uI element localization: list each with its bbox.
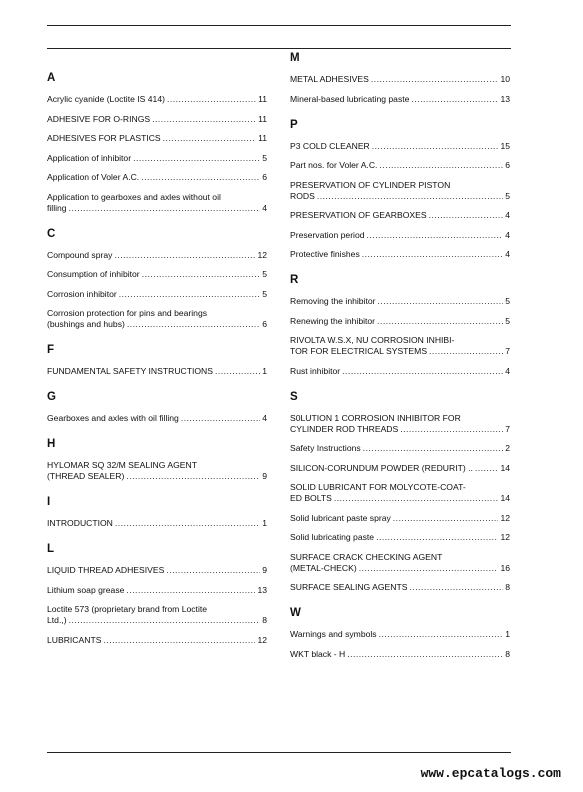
entry-line [290,141,510,152]
page-number: 4 [505,365,510,376]
leader-dots [334,493,499,504]
entry-text: SILICON-CORUNDUM POWDER (REDURIT) .. [290,462,473,473]
index-section [290,391,510,594]
entry-text-line1: RIVOLTA W.S.X, NU CORROSION INHIBI- [290,335,455,345]
index-entry[interactable] [47,250,267,261]
page-number: 4 [262,202,267,213]
page-number: 6 [505,160,510,170]
page-number: 12 [500,512,510,523]
entry-line [47,203,267,214]
leader-dots [379,160,503,171]
index-entry[interactable] [290,335,510,357]
index-entry[interactable] [47,172,267,183]
entry-line [47,635,267,646]
index-entry[interactable] [290,160,510,171]
entry-text: Consumption of inhibitor [47,269,140,279]
leader-dots [115,518,260,529]
index-entry[interactable] [47,153,267,164]
top-rule [47,25,511,26]
index-entry[interactable] [290,649,510,660]
leader-dots [152,114,256,125]
index-entry[interactable] [47,114,267,125]
index-section [290,274,510,377]
index-section [47,228,267,331]
page-number: 14 [500,462,510,473]
leader-dots [126,585,255,596]
entry-text: Solid lubricating paste [290,532,375,542]
entry-line [290,424,510,435]
entry-text: Safety Instructions [290,443,361,453]
leader-dots [363,443,504,454]
entry-text: RODS [290,190,315,201]
leader-dots [371,74,499,85]
leader-dots [167,94,256,105]
page-number: 8 [262,615,267,625]
index-entry[interactable] [290,230,510,241]
entry-text: TOR FOR ELECTRICAL SYSTEMS [290,346,428,356]
page-number: 5 [505,190,510,201]
section-letter: I [47,496,51,508]
page-number: 13 [257,584,267,595]
section-letter: A [47,72,56,84]
entry-line [47,250,267,261]
leader-dots [409,582,503,593]
entry-line [290,296,510,307]
entry-line [290,443,510,454]
entry-line [290,513,510,524]
index-entry[interactable] [47,192,267,214]
entry-text: Renewing the inhibitor [290,315,376,326]
entry-text: (METAL-CHECK) [290,562,357,573]
index-section [290,119,510,261]
entry-line [47,289,267,300]
entry-line [290,74,510,85]
page-number: 9 [262,471,267,481]
entry-text: Warnings and symbols [290,629,377,639]
entry-text: Application of Voler A.C. [47,172,140,182]
index-entry[interactable] [290,249,510,260]
section-letter: P [290,118,298,131]
entry-text-line1: SURFACE CRACK CHECKING AGENT [290,551,443,562]
entry-text-line1: HYLOMAR SQ 32/M SEALING AGENT [47,460,197,470]
section-letter: L [47,543,55,555]
leader-dots [411,94,498,105]
page-number: 1 [262,366,267,376]
index-entry[interactable] [47,518,267,529]
section-letter: R [290,274,299,286]
index-entry[interactable] [47,289,267,300]
page-number: 5 [262,288,267,299]
entry-line [47,153,267,164]
page-number: 6 [262,172,267,182]
index-entry[interactable] [47,635,267,646]
entry-text: filling [47,202,67,213]
entry-text: Mineral-based lubricating paste [290,93,410,104]
entry-line [290,563,510,574]
entry-line [47,114,267,125]
index-section [47,543,267,646]
entry-text: Corrosion inhibitor [47,288,117,299]
entry-text-line1: Corrosion protection for pins and bearings [47,308,208,318]
index-entry[interactable] [47,413,267,424]
leader-dots [359,563,499,574]
entry-text: (THREAD SEALER) [47,471,125,481]
leader-dots [69,203,261,214]
entry-line [47,94,267,105]
section-letter: M [290,52,300,64]
bottom-rule [47,752,511,753]
page-number: 4 [505,210,510,220]
entry-text: Application of inhibitor [47,152,132,163]
page-number: 13 [500,93,510,104]
entry-line [290,493,510,504]
page-number: 8 [505,582,510,592]
entry-line [290,94,510,105]
entry-text: ADHESIVE FOR O-RINGS [47,113,151,124]
page-number: 14 [500,493,510,503]
index-entry[interactable] [47,604,267,626]
entry-line [47,518,267,529]
index-entry[interactable] [290,463,510,474]
entry-text: Protective finishes [290,249,360,259]
index-entry[interactable] [290,443,510,454]
index-section [47,438,267,482]
index-entry[interactable] [290,366,510,377]
index-entry[interactable] [290,316,510,327]
leader-dots [119,289,260,300]
entry-line [47,319,267,330]
section-letter: F [47,344,55,356]
index-entry[interactable] [290,629,510,640]
leader-dots [376,532,498,543]
index-entry[interactable] [290,210,510,221]
section-letter: C [47,227,56,240]
index-section [47,344,267,377]
entry-text-line1: PRESERVATION OF CYLINDER PISTON [290,179,451,190]
page-number: 12 [257,249,267,260]
entry-text-line1: SOLID LUBRICANT FOR MOLYCOTE-COAT- [290,482,466,492]
index-entry[interactable] [47,460,267,482]
footer-url[interactable]: www.epcatalogs.com [420,766,561,781]
leader-dots [377,316,503,327]
leader-dots [429,210,504,221]
entry-text: FUNDAMENTAL SAFETY INSTRUCTIONS [47,366,213,376]
entry-line [47,585,267,596]
index-entry[interactable] [47,366,267,377]
entry-text: ADHESIVES FOR PLASTICS [47,133,161,143]
entry-text: Preservation period [290,229,365,240]
leader-dots [475,463,499,474]
page-number: 4 [505,229,510,240]
leader-dots [317,191,503,202]
entry-text: INTRODUCTION [47,518,113,528]
entry-text: LUBRICANTS [47,634,102,645]
index-entry[interactable] [290,94,510,105]
index-entry[interactable] [47,94,267,105]
page-number: 7 [505,423,510,434]
entry-line [290,210,510,221]
page-number: 1 [505,629,510,639]
leader-dots [127,319,260,330]
page-number: 11 [258,94,267,104]
leader-dots [379,629,504,640]
page-number: 12 [500,532,510,542]
leader-dots [362,249,503,260]
entry-line [290,463,510,474]
entry-text: Lithium soap grease [47,584,125,595]
leader-dots [400,424,503,435]
index-section [47,496,267,529]
index-section [47,72,267,214]
entry-line [290,230,510,241]
leader-dots [215,366,260,377]
index-entry[interactable] [290,180,510,202]
leader-dots [181,413,260,424]
page-number: 12 [257,634,267,645]
entry-text: Gearboxes and axles with oil filling [47,413,179,423]
entry-text: Solid lubricant paste spray [290,512,391,523]
index-entry[interactable] [290,552,510,574]
entry-line [47,269,267,280]
leader-dots [393,513,499,524]
entry-line [47,565,267,576]
entry-line [290,160,510,171]
entry-line [290,629,510,640]
section-letter: S [290,390,298,403]
entry-line [47,133,267,144]
leader-dots [342,366,503,377]
entry-line [290,346,510,357]
page-number: 11 [258,133,267,143]
page-number: 16 [500,562,510,573]
entry-text-line1: S0LUTION 1 CORROSION INHIBITOR FOR [290,412,461,423]
section-letter: W [290,607,301,619]
entry-text: Part nos. for Voler A.C. [290,160,378,170]
index-section [47,391,267,424]
section-letter: H [47,438,56,450]
entry-line [290,249,510,260]
entry-line [290,191,510,202]
entry-text: Compound spray [47,249,113,260]
leader-dots [142,269,261,280]
entry-line [290,366,510,377]
index-entry[interactable] [290,482,510,504]
leader-dots [372,141,499,152]
entry-text: Acrylic cyanide (Loctite IS 414) [47,94,165,104]
leader-dots [126,471,260,482]
leader-dots [367,230,504,241]
index-entry[interactable] [47,133,267,144]
index-entry[interactable] [47,585,267,596]
leader-dots [103,635,255,646]
leader-dots [133,153,260,164]
entry-text: LIQUID THREAD ADHESIVES [47,565,165,575]
entry-line [47,413,267,424]
leader-dots [141,172,260,183]
index-entry[interactable] [47,308,267,330]
leader-dots [69,615,261,626]
page-number: 5 [505,296,510,306]
leader-dots [114,250,255,261]
page-number: 4 [262,413,267,423]
entry-text: SURFACE SEALING AGENTS [290,582,408,592]
entry-text: WKT black - H [290,648,346,659]
page-number: 2 [505,443,510,453]
page-number: 10 [500,74,510,84]
entry-text: ED BOLTS [290,493,332,503]
entry-text: PRESERVATION OF GEARBOXES [290,210,427,220]
index-entry[interactable] [290,532,510,543]
page-number: 5 [262,269,267,279]
leader-dots [429,346,503,357]
index-entry[interactable] [290,582,510,593]
entry-line [290,316,510,327]
page-number: 11 [258,113,267,124]
page-number: 15 [500,140,510,151]
page-number: 5 [262,152,267,163]
index-column-left [47,72,267,660]
entry-text: P3 COLD CLEANER [290,140,370,151]
leader-dots [166,565,260,576]
entry-text: METAL ADHESIVES [290,74,369,84]
page-number: 6 [262,319,267,329]
entry-text-line1: Loctite 573 (proprietary brand from Loctite [47,604,208,614]
entry-line [290,649,510,660]
leader-dots [378,296,504,307]
section-letter: G [47,391,56,403]
index-entry[interactable] [290,413,510,435]
entry-text-line1: Application to gearboxes and axles without oil [47,191,221,202]
header-rule [47,48,511,49]
entry-text: (bushings and hubs) [47,319,125,329]
entry-line [47,615,267,626]
entry-line [290,532,510,543]
entry-text: Ltd.,) [47,615,67,625]
page-number: 7 [505,346,510,356]
index-column-right [290,52,510,674]
page-number: 8 [505,648,510,659]
page-number: 5 [505,315,510,326]
leader-dots [347,649,503,660]
entry-text: Removing the inhibitor [290,296,376,306]
page-number: 1 [262,518,267,528]
leader-dots [163,133,256,144]
index-entry[interactable] [290,513,510,524]
entry-line [290,582,510,593]
page-number: 9 [262,565,267,575]
entry-text: CYLINDER ROD THREADS [290,423,399,434]
index-entry[interactable] [47,565,267,576]
index-entry[interactable] [47,269,267,280]
index-entry[interactable] [290,74,510,85]
entry-line [47,471,267,482]
index-section [290,52,510,105]
entry-line [47,172,267,183]
page-number: 4 [505,249,510,259]
index-entry[interactable] [290,141,510,152]
index-section [290,607,510,660]
index-entry[interactable] [290,296,510,307]
entry-line [47,366,267,377]
entry-text: Rust inhibitor [290,365,341,376]
